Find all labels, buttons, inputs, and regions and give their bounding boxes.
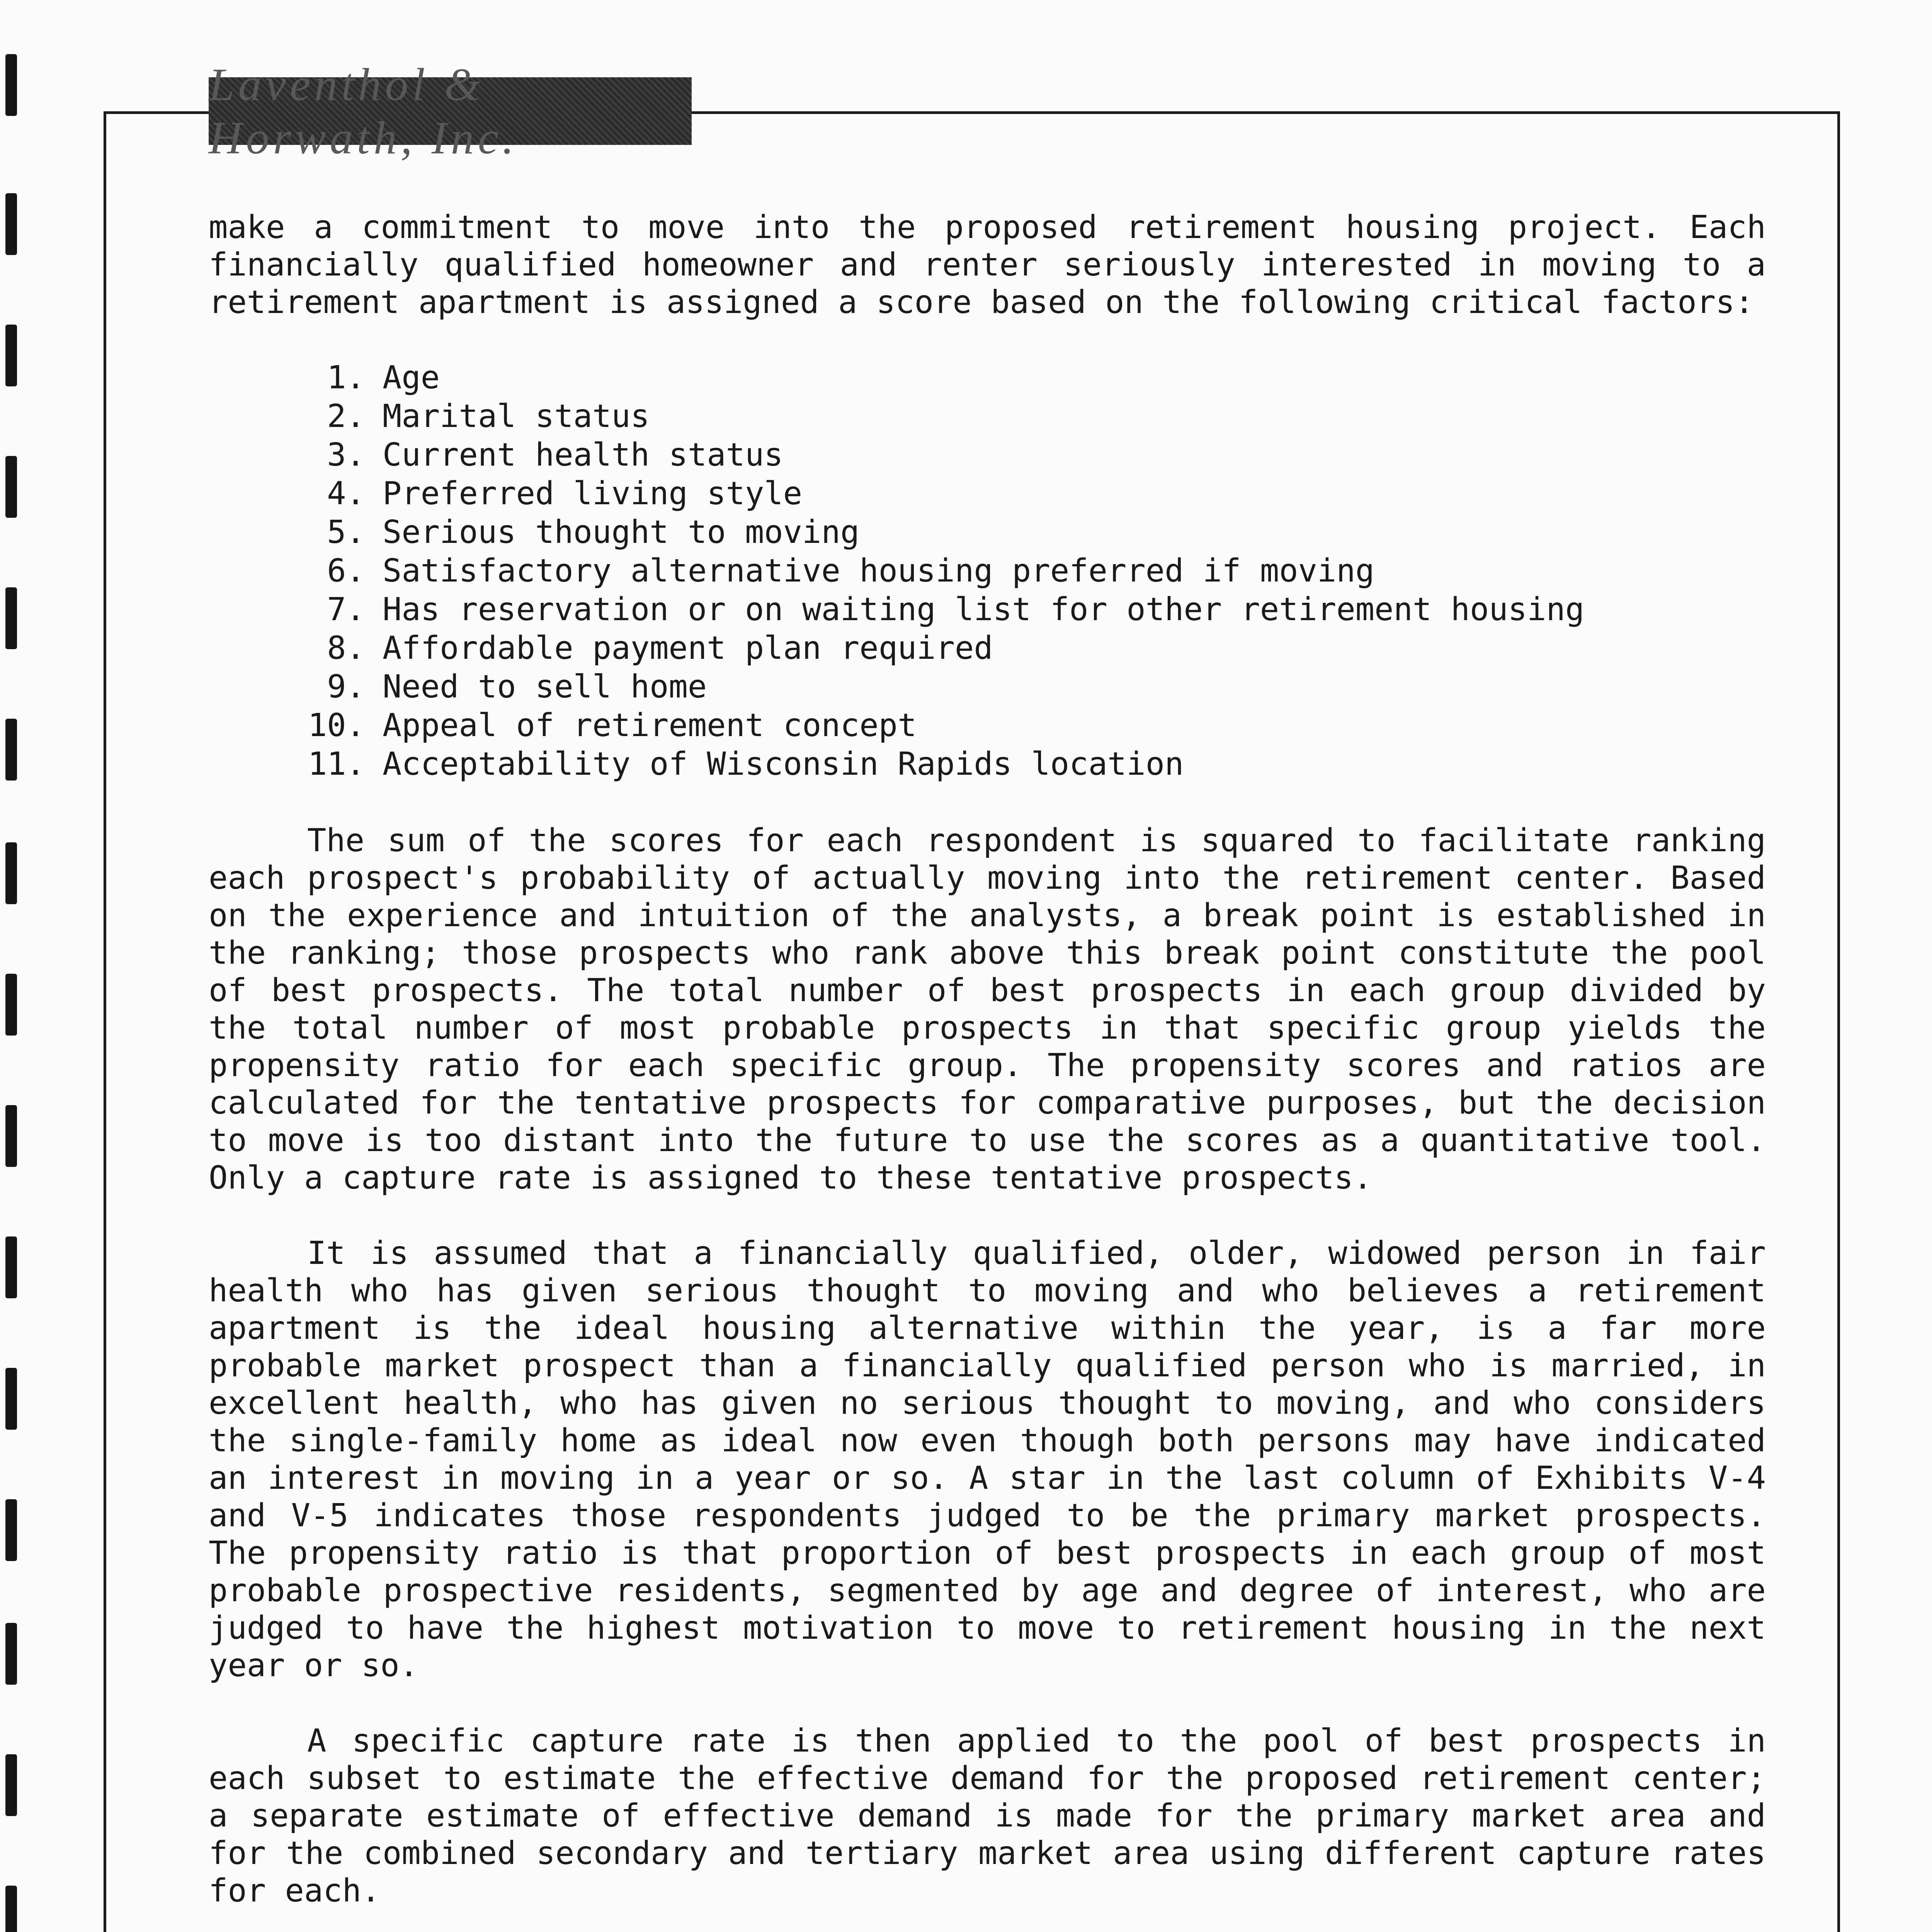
binder-hole [5, 974, 17, 1036]
binder-hole [5, 1886, 17, 1932]
binder-hole [5, 587, 17, 649]
list-number: 2. [327, 398, 365, 435]
list-text: Need to sell home [383, 668, 707, 705]
list-text: Affordable payment plan required [383, 630, 993, 667]
list-number: 5. [327, 514, 365, 551]
list-number: 11. [308, 746, 365, 782]
list-item [209, 591, 1766, 629]
list-text: Age [383, 359, 440, 396]
list-item [209, 398, 1766, 436]
list-item [209, 552, 1766, 591]
binder-hole [5, 1105, 17, 1167]
list-number: 10. [308, 707, 365, 744]
company-logo-banner [209, 58, 692, 163]
paragraph-capture-rate: A specific capture rate is then applied to the pool of best prospects in each subset to estimate the effective demand for the proposed retirement center; a separate estimate of effective demand is made for the primary market area and for the combined secondary and tertiary market area using different capture rates for each. [209, 1723, 1766, 1909]
binder-hole [5, 456, 17, 518]
binder-hole [5, 54, 17, 116]
binder-hole [5, 842, 17, 904]
binder-holes [0, 0, 23, 1932]
page-content [209, 209, 1766, 1932]
list-item [209, 514, 1766, 552]
paragraph-scoring: The sum of the scores for each respondent is squared to facilitate ranking each prospect's probability of actually moving into the retirement center. Based on the experience and intuition of the analysts, a break point is established in the ranking; those prospects who rank above this break point constitute the pool of best prospects. The total number of best prospects in each group divided by the total number of most probable prospects in that specific group yields the propensity ratio for each specific group. The propensity scores and ratios are calculated for the tentative prospects for comparative purposes, but the decision to move is too distant into the future to use the scores as a quantitative tool. Only a capture rate is assigned to these tentative prospects. [209, 822, 1766, 1196]
list-text: Appeal of retirement concept [383, 707, 917, 744]
binder-hole [5, 1623, 17, 1685]
binder-hole [5, 193, 17, 255]
list-number: 1. [327, 359, 365, 396]
list-item [209, 629, 1766, 668]
list-text: Satisfactory alternative housing preferred if moving [383, 553, 1375, 589]
list-item [209, 745, 1766, 784]
list-text: Has reservation or on waiting list for other retirement housing [383, 591, 1585, 628]
binder-hole [5, 1499, 17, 1561]
list-number: 4. [327, 475, 365, 512]
list-number: 9. [327, 668, 365, 705]
list-number: 3. [327, 437, 365, 473]
binder-hole [5, 1754, 17, 1816]
list-number: 8. [327, 630, 365, 667]
list-number: 7. [327, 591, 365, 628]
list-number: 6. [327, 553, 365, 589]
list-item [209, 668, 1766, 707]
binder-hole [5, 325, 17, 386]
binder-hole [5, 719, 17, 781]
list-text: Current health status [383, 437, 783, 473]
paragraph-intro: make a commitment to move into the proposed retirement housing project. Each financially qualified homeowner and renter seriously interested in moving to a retirement apartment is assigned a score based on the following critical factors: [209, 209, 1766, 321]
company-logo-text: Laventhol & Horwath, Inc. [209, 58, 518, 163]
list-text: Marital status [383, 398, 650, 435]
list-text: Serious thought to moving [383, 514, 860, 551]
list-text: Preferred living style [383, 475, 803, 512]
list-item [209, 707, 1766, 745]
list-item [209, 475, 1766, 514]
binder-hole [5, 1368, 17, 1430]
list-text: Acceptability of Wisconsin Rapids location [383, 746, 1184, 782]
list-item [209, 436, 1766, 475]
factors-list [209, 359, 1766, 784]
binder-hole [5, 1236, 17, 1298]
paragraph-assumption: It is assumed that a financially qualified, older, widowed person in fair health who has given serious thought to moving and who believes a retirement apartment is the ideal housing alternative within the year, is a far more probable market prospect than a financially qualified person who is married, in excellent health, who has given no serious thought to moving, and who considers the single-family home as ideal now even though both persons may have indicated an interest in moving in a year or so. A star in the last column of Exhibits V-4 and V-5 indicates those respondents judged to be the primary market prospects. The propensity ratio is that proportion of best prospects in each group of most probable prospective residents, segmented by age and degree of interest, who are judged to have the highest motivation to move to retirement housing in the next year or so. [209, 1235, 1766, 1684]
list-item [209, 359, 1766, 398]
